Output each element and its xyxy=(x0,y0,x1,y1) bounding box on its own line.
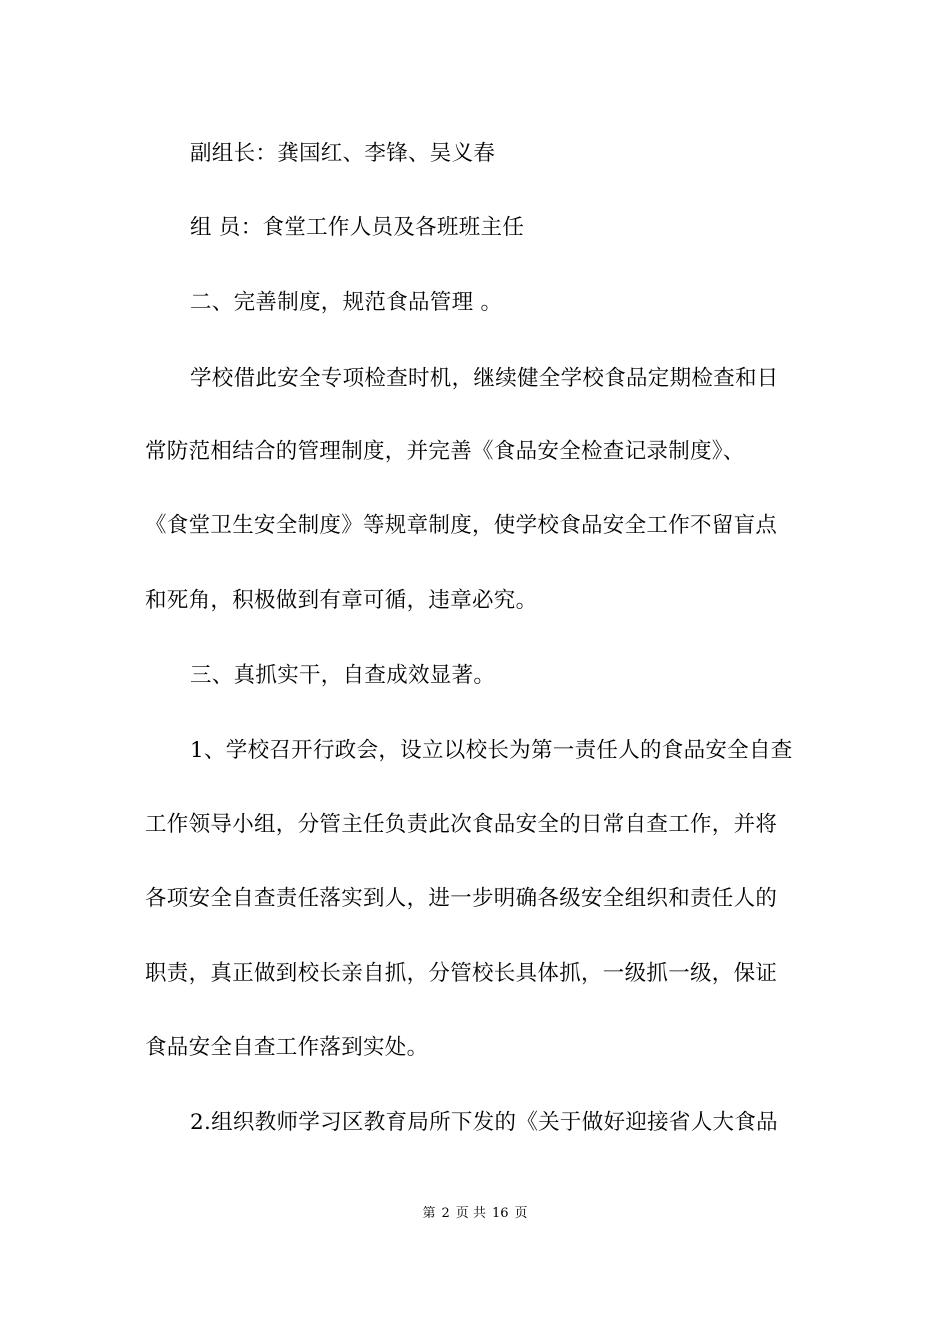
footer-prefix: 第 xyxy=(422,1206,436,1221)
section-heading-2: 二、完善制度，规范食品管理 。 xyxy=(190,290,503,315)
paragraph-line: 工作领导小组，分管主任负责此次食品安全的日常自查工作，并将 xyxy=(145,812,778,837)
paragraph-line: 各项安全自查责任落实到人，进一步明确各级安全组织和责任人的 xyxy=(145,886,778,911)
paragraph-line: 食品安全自查工作落到实处。 xyxy=(145,1035,429,1060)
paragraph-line: 和死角，积极做到有章可循，违章必究。 xyxy=(145,588,538,613)
footer-suffix: 页 xyxy=(514,1206,528,1221)
paragraph-line: 1、学校召开行政会，设立以校长为第一责任人的食品安全自查 xyxy=(190,738,793,763)
paragraph-line: 职责，真正做到校长亲自抓，分管校长具体抓，一级抓一级，保证 xyxy=(145,961,778,986)
page-footer xyxy=(0,1205,950,1223)
paragraph-line: 《食堂卫生安全制度》等规章制度，使学校食品安全工作不留盲点 xyxy=(145,513,778,538)
text-line-members: 组 员：食堂工作人员及各班班主任 xyxy=(190,215,525,240)
paragraph-line: 2.组织教师学习区教育局所下发的《关于做好迎接省人大食品 xyxy=(190,1110,778,1135)
footer-middle: 页 共 xyxy=(455,1206,486,1221)
paragraph-line: 学校借此安全专项检查时机，继续健全学校食品定期检查和日 xyxy=(190,366,779,391)
text-line-vice-leaders: 副组长：龚国红、李锋、吴义春 xyxy=(190,141,496,166)
footer-current-page: 2 xyxy=(441,1206,450,1221)
section-heading-3: 三、真抓实干，自查成效显著。 xyxy=(190,663,496,688)
paragraph-line: 常防范相结合的管理制度，并完善《食品安全检查记录制度》、 xyxy=(145,439,745,464)
footer-total-pages: 16 xyxy=(491,1206,509,1221)
